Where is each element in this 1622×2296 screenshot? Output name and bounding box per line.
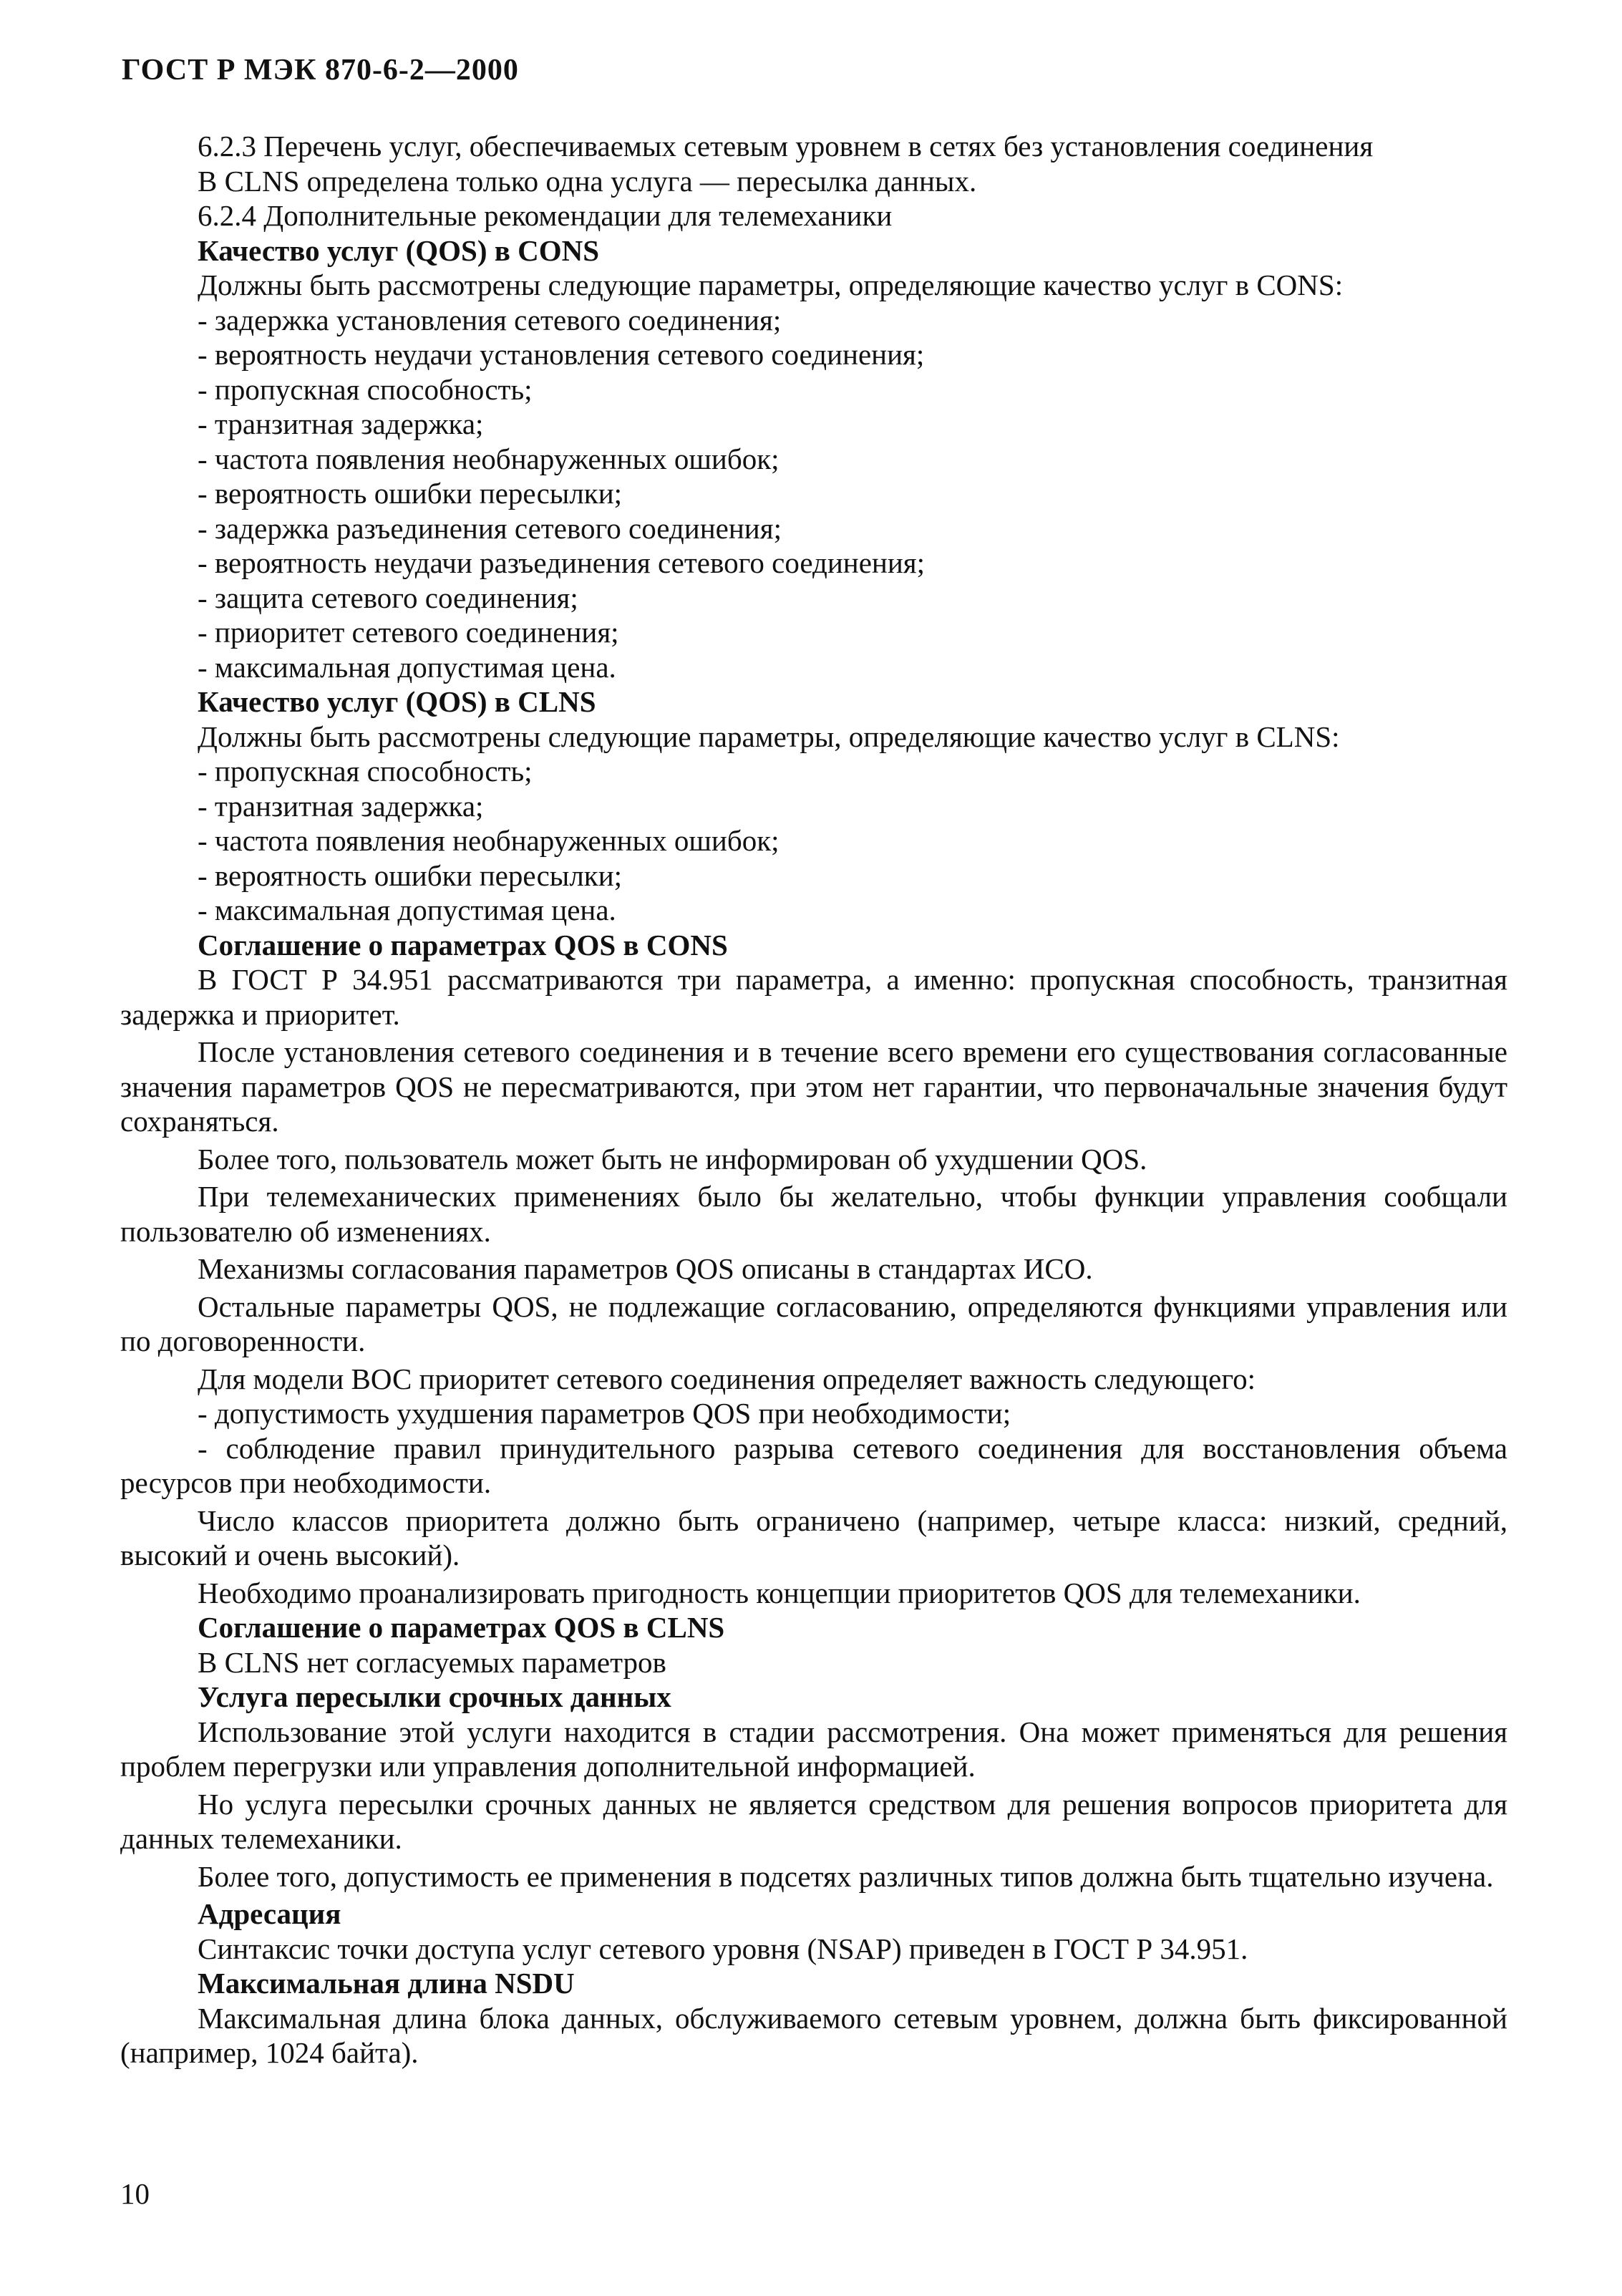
list-item: - транзитная задержка; [198, 789, 484, 823]
list-qos-cons [120, 303, 1507, 685]
list-item: - вероятность неудачи установления сетевого соединения; [198, 338, 925, 371]
list-item: - частота появления необнаруженных ошибок; [198, 824, 780, 857]
paragraph-priority-classes: Число классов приоритета должно быть ограничено (например, четыре класса: низкий, средний, высокий и очень высокий). [120, 1503, 1507, 1571]
heading-addressing: Адресация [198, 1897, 341, 1930]
paragraph-qos-cons-intro: Должны быть рассмотрены следующие параметры, определяющие качество услуг в CONS: [198, 268, 1344, 301]
paragraph-qos-clns-intro: Должны быть рассмотрены следующие параметры, определяющие качество услуг в CLNS: [198, 720, 1340, 753]
paragraph-user-not-informed: Более того, пользователь может быть не информирован об ухудшении QOS. [198, 1142, 1147, 1176]
list-item-osi-1: - допустимость ухудшения параметров QOS при необходимости; [198, 1397, 1011, 1430]
paragraph-6-2-4: 6.2.4 Дополнительные рекомендации для телемеханики [198, 199, 893, 232]
list-item: - пропускная способность; [198, 755, 533, 788]
paragraph-osi-priority: Для модели ВОС приоритет сетевого соединения определяет важность следующего: [198, 1362, 1256, 1395]
paragraph-expedited-1: Использование этой услуги находится в стадии рассмотрения. Она может применяться для решения проблем перегрузки или управления дополнительной информацией. [120, 1715, 1507, 1783]
paragraph-gost-three-params: В ГОСТ Р 34.951 рассматриваются три параметра, а именно: пропускная способность, транзитная задержка и приоритет. [120, 963, 1507, 1031]
list-item: - вероятность неудачи разъединения сетевого соединения; [198, 546, 926, 579]
document-body [120, 129, 1507, 2070]
heading-max-nsdu: Максимальная длина NSDU [198, 1967, 575, 2000]
list-item: - вероятность ошибки пересылки; [198, 477, 623, 510]
list-item: - задержка установления сетевого соединения; [198, 303, 782, 336]
list-item: - пропускная способность; [198, 372, 533, 406]
list-item: - транзитная задержка; [198, 407, 484, 440]
paragraph-expedited-3: Более того, допустимость ее применения в подсетях различных типов должна быть тщательно изучена. [198, 1859, 1494, 1893]
paragraph-analyze: Необходимо проанализировать пригодность концепции приоритетов QOS для телемеханики. [198, 1576, 1361, 1609]
heading-agreement-clns: Соглашение о параметрах QOS в CLNS [198, 1611, 725, 1644]
heading-qos-cons: Качество услуг (QOS) в CONS [198, 233, 600, 267]
list-item: - приоритет сетевого соединения; [198, 616, 619, 649]
document-header: ГОСТ Р МЭК 870-6-2—2000 [122, 54, 519, 87]
paragraph-after-connection: После установления сетевого соединения и в течение всего времени его существования согласованные значения параметров QOS не пересматриваются, при этом нет гарантии, что первоначальные значения будут сохраняться. [120, 1035, 1507, 1138]
list-item: - вероятность ошибки пересылки; [198, 858, 623, 892]
list-qos-clns [120, 754, 1507, 928]
list-item: - максимальная допустимая цена. [198, 650, 616, 684]
paragraph-6-2-3: 6.2.3 Перечень услуг, обеспечиваемых сетевым уровнем в сетях без установления соединения [198, 130, 1374, 163]
heading-agreement-cons: Соглашение о параметрах QOS в CONS [198, 928, 728, 961]
list-item: - частота появления необнаруженных ошибок; [198, 442, 780, 475]
paragraph-other-params: Остальные параметры QOS, не подлежащие согласованию, определяются функциями управления или по договоренности. [120, 1289, 1507, 1357]
list-item-osi-2: - соблюдение правил принудительного разрыва сетевого соединения для восстановления объема ресурсов при необходимости. [120, 1431, 1507, 1499]
list-item: - задержка разъединения сетевого соединения; [198, 511, 782, 545]
heading-expedited-data: Услуга пересылки срочных данных [198, 1680, 671, 1713]
paragraph-mechanisms: Механизмы согласования параметров QOS описаны в стандартах ИСО. [198, 1252, 1093, 1285]
page-number: 10 [120, 2177, 150, 2210]
list-item: - защита сетевого соединения; [198, 581, 578, 614]
paragraph-clns-one-service: В CLNS определена только одна услуга — пересылка данных. [198, 164, 977, 198]
paragraph-telemech-apps: При телемеханических применениях было бы желательно, чтобы функции управления сообщали пользователю об изменениях. [120, 1180, 1507, 1248]
paragraph-addressing: Синтаксис точки доступа услуг сетевого уровня (NSAP) приведен в ГОСТ Р 34.951. [198, 1932, 1248, 1965]
paragraph-expedited-2: Но услуга пересылки срочных данных не является средством для решения вопросов приоритета для данных телемеханики. [120, 1787, 1507, 1855]
paragraph-clns-no-params: В CLNS нет согласуемых параметров [198, 1645, 666, 1679]
paragraph-max-nsdu: Максимальная длина блока данных, обслуживаемого сетевым уровнем, должна быть фиксированной (например, 1024 байта). [120, 2001, 1507, 2069]
list-item: - максимальная допустимая цена. [198, 893, 616, 926]
heading-qos-clns: Качество услуг (QOS) в CLNS [198, 685, 596, 718]
